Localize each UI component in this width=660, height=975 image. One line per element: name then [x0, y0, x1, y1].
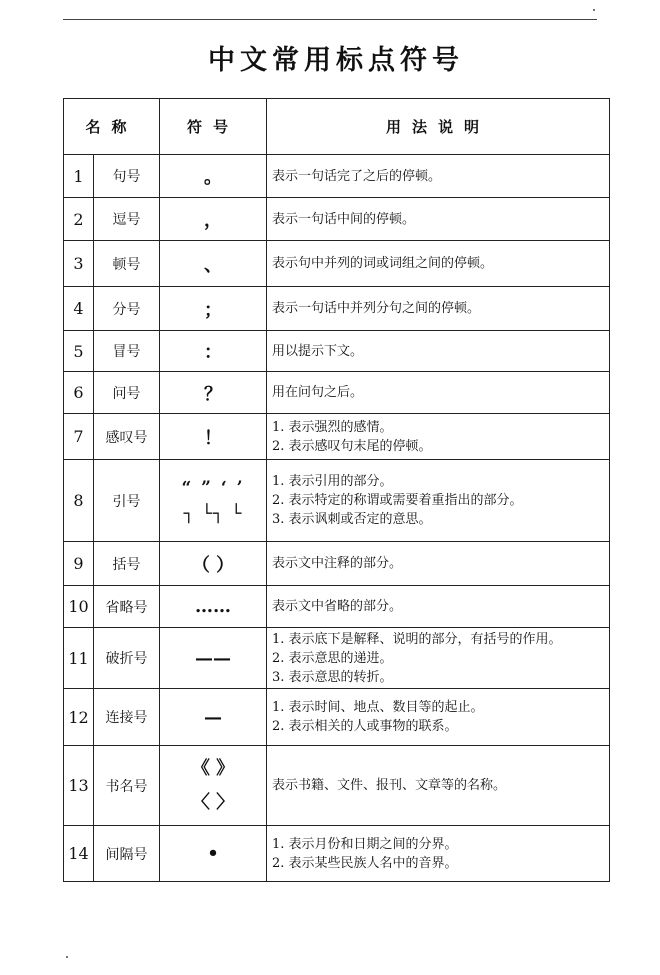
table-row	[64, 372, 610, 414]
usage-line: 1. 表示时间、地点、数目等的起止。	[272, 700, 484, 715]
table-row	[64, 460, 610, 542]
table-row	[64, 198, 610, 241]
table-row	[64, 628, 610, 689]
usage-description	[267, 287, 610, 331]
usage-line: 1. 表示强烈的感情。	[272, 419, 393, 435]
row-number: 9	[64, 542, 94, 586]
row-number: 13	[64, 746, 94, 826]
usage-description	[267, 460, 610, 542]
punctuation-symbol: （ ）	[160, 542, 267, 586]
usage-description	[267, 155, 610, 198]
table-row	[64, 746, 610, 826]
usage-line: 用在问句之后。	[272, 385, 364, 400]
row-number: 4	[64, 287, 94, 331]
punctuation-name: 问号	[94, 372, 160, 414]
row-number: 5	[64, 331, 94, 372]
page-title: 中文常用标点符号	[208, 45, 464, 76]
punctuation-symbol: ……	[160, 586, 267, 628]
punctuation-name: 冒号	[94, 331, 160, 372]
table-row	[64, 331, 610, 372]
header-usage: 用法说明	[267, 99, 610, 155]
table-row	[64, 542, 610, 586]
usage-line: 2. 表示感叹句末尾的停顿。	[272, 438, 432, 454]
table-row	[64, 287, 610, 331]
row-number: 11	[64, 628, 94, 689]
punctuation-name: 破折号	[94, 628, 160, 689]
symbol-line: ┐ └┐ └	[183, 503, 243, 524]
usage-description	[267, 241, 610, 287]
punctuation-symbol: ；	[160, 287, 267, 331]
usage-description	[267, 542, 610, 586]
header-symbol: 符号	[160, 99, 267, 155]
top-rule	[63, 19, 597, 20]
punctuation-symbol: ——	[160, 628, 267, 689]
usage-line: 表示一句话完了之后的停顿。	[272, 168, 442, 184]
usage-line: 1. 表示底下是解释、说明的部分，有括号的作用。	[272, 631, 562, 647]
punctuation-name: 省略号	[94, 586, 160, 628]
usage-line: 表示句中并列的词或词组之间的停顿。	[272, 256, 494, 271]
row-number: 7	[64, 414, 94, 460]
row-number: 6	[64, 372, 94, 414]
symbol-line: 《 》	[191, 757, 235, 779]
punctuation-table	[63, 98, 610, 882]
usage-line: 表示文中省略的部分。	[272, 599, 403, 614]
row-number: 14	[64, 826, 94, 882]
usage-line: 2. 表示特定的称谓或需要着重指出的部分。	[272, 493, 523, 508]
punctuation-symbol: ！	[160, 414, 267, 460]
table-row	[64, 586, 610, 628]
table-row	[64, 241, 610, 287]
punctuation-symbol	[160, 460, 267, 542]
table-row	[64, 414, 610, 460]
header-name: 名称	[64, 99, 160, 155]
usage-line: 表示书籍、文件、报刊、文章等的名称。	[272, 778, 507, 793]
symbol-line: 〈 〉	[191, 791, 235, 813]
punctuation-symbol: —	[160, 689, 267, 746]
punctuation-symbol	[160, 746, 267, 826]
table-row	[64, 826, 610, 882]
punctuation-name: 括号	[94, 542, 160, 586]
usage-line: 2. 表示相关的人或事物的联系。	[272, 719, 458, 734]
usage-description	[267, 414, 610, 460]
row-number: 3	[64, 241, 94, 287]
usage-description	[267, 628, 610, 689]
punctuation-symbol: ，	[160, 198, 267, 241]
usage-description	[267, 746, 610, 826]
table-row	[64, 155, 610, 198]
row-number: 12	[64, 689, 94, 746]
row-number: 10	[64, 586, 94, 628]
punctuation-name: 连接号	[94, 689, 160, 746]
usage-line: 表示文中注释的部分。	[272, 556, 403, 571]
usage-description	[267, 826, 610, 882]
punctuation-name: 句号	[94, 155, 160, 198]
punctuation-symbol: 、	[160, 241, 267, 287]
row-number: 1	[64, 155, 94, 198]
punctuation-name: 引号	[94, 460, 160, 542]
corner-dot	[593, 9, 595, 11]
usage-description	[267, 586, 610, 628]
usage-line: 用以提示下文。	[272, 343, 364, 359]
usage-line: 1. 表示月份和日期之间的分界。	[272, 836, 458, 852]
symbol-line: “ ” ‘ ’	[181, 477, 245, 498]
usage-description	[267, 198, 610, 241]
usage-line: 2. 表示意思的递进。	[272, 650, 393, 666]
corner-dot	[66, 956, 68, 958]
punctuation-name: 顿号	[94, 241, 160, 287]
punctuation-name: 感叹号	[94, 414, 160, 460]
punctuation-name: 分号	[94, 287, 160, 331]
punctuation-name: 书名号	[94, 746, 160, 826]
punctuation-symbol: ：	[160, 331, 267, 372]
usage-line: 3. 表示讽刺或否定的意思。	[272, 512, 432, 527]
punctuation-name: 逗号	[94, 198, 160, 241]
usage-line: 表示一句话中间的停顿。	[272, 211, 416, 227]
punctuation-symbol: 。	[160, 155, 267, 198]
punctuation-symbol: ？	[160, 372, 267, 414]
usage-description	[267, 372, 610, 414]
punctuation-symbol: •	[160, 826, 267, 882]
table-row	[64, 689, 610, 746]
usage-line: 表示一句话中并列分句之间的停顿。	[272, 301, 481, 316]
table-header-row	[64, 99, 610, 155]
usage-description	[267, 331, 610, 372]
row-number: 8	[64, 460, 94, 542]
usage-line: 2. 表示某些民族人名中的音界。	[272, 855, 458, 871]
punctuation-name: 间隔号	[94, 826, 160, 882]
usage-description	[267, 689, 610, 746]
usage-line: 3. 表示意思的转折。	[272, 669, 393, 685]
usage-line: 1. 表示引用的部分。	[272, 474, 393, 489]
row-number: 2	[64, 198, 94, 241]
